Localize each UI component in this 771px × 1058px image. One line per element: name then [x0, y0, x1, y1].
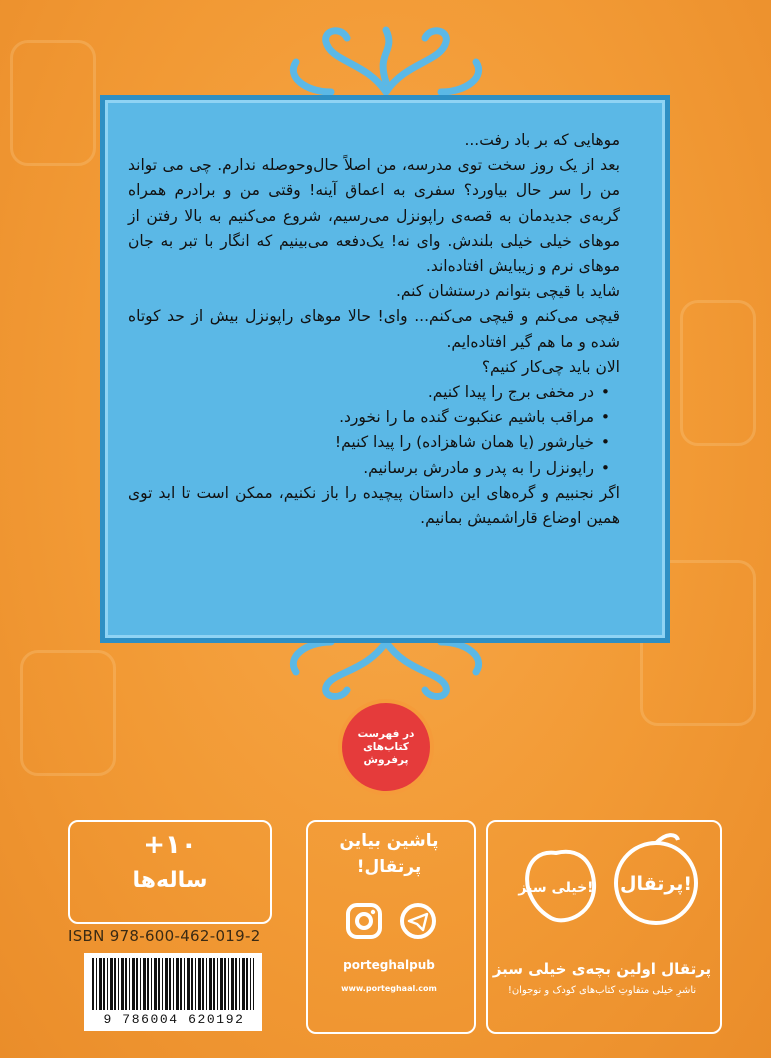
social-title-line: پرتقال!	[356, 857, 422, 877]
logo-main-text: پرتقال!	[619, 873, 693, 895]
barcode-digits: 9 786004 620192	[103, 1012, 245, 1027]
top-ornament-icon	[271, 22, 501, 102]
isbn-text: ISBN 978-600-462-019-2	[68, 927, 261, 945]
story-heading: موهایی که بر باد رفت...	[464, 131, 620, 149]
list-item: • مراقب باشیم عنکبوت گنده ما را نخورد.	[128, 405, 606, 430]
social-title-line: پاشین بیاین	[339, 831, 439, 851]
story-closing: اگر نجنبیم و گره‌های این داستان پیچیده را باز نکنیم، ممکن است تا ابد توی همین اوضاع قاراشمیش بمانیم.	[128, 483, 620, 528]
website-link[interactable]: www.porteghaal.com	[341, 984, 437, 993]
brand-tagline: پرتقال اولین بچه‌ی خیلی سبز	[492, 960, 712, 978]
telegram-icon[interactable]	[400, 903, 436, 939]
back-cover-synopsis	[128, 128, 620, 531]
story-question: الان باید چی‌کار کنیم؟	[481, 357, 620, 376]
story-paragraph: قیچی می‌کنم و قیچی می‌کنم... وای! حالا موهای راپونزل بیش از حد کوتاه شده و ما هم گیر افتاده‌ایم.	[128, 307, 620, 351]
background-frame-decoration	[20, 650, 116, 776]
story-paragraph: شاید با قیچی بتوانم درستشان کنم.	[395, 282, 620, 301]
background-frame-decoration	[680, 300, 756, 446]
social-icons	[346, 903, 436, 943]
bestseller-badge-text: در فهرست کتاب‌های پرفروش	[357, 727, 415, 766]
task-list	[128, 380, 620, 481]
story-paragraph: بعد از یک روز سخت توی مدرسه، من اصلاً حال‌وحوصله ندارم. چی می تواند من را سر حال بیاورد؟ سفری به اعماق آینه! وقتی من و برادرم همراه گربه‌ی جدیدمان به قصه‌ی راپونزل می‌رسیم، شروع می‌کنیم به بالا رفتن از موهای خیلی خیلی بلندش. وای نه! یک‌دفعه می‌بینیم که انگار با تبر به جان موهای نرم و زیبایش افتاده‌اند.	[128, 156, 620, 276]
list-item: • خیارشور (یا همان شاهزاده) را پیدا کنیم!	[128, 430, 606, 455]
logo-sub-text: خیلی سبز!	[518, 880, 594, 896]
instagram-icon[interactable]	[346, 903, 382, 939]
social-handle[interactable]: porteghalpub	[343, 958, 435, 972]
brand-subtagline: ناشرِ خیلی متفاوتِ کتاب‌های کودک و نوجوان!	[507, 985, 697, 996]
age-number: +۱۰	[143, 830, 197, 860]
list-item: • راپونزل را به پدر و مادرش برسانیم.	[128, 456, 606, 481]
age-label: ساله‌ها	[132, 868, 208, 893]
barcode-bars	[92, 958, 254, 1010]
bestseller-badge	[342, 703, 430, 791]
publisher-logo	[506, 828, 702, 938]
social-title	[306, 828, 472, 880]
background-frame-decoration	[10, 40, 96, 166]
list-item: • در مخفی برج را پیدا کنیم.	[128, 380, 606, 405]
